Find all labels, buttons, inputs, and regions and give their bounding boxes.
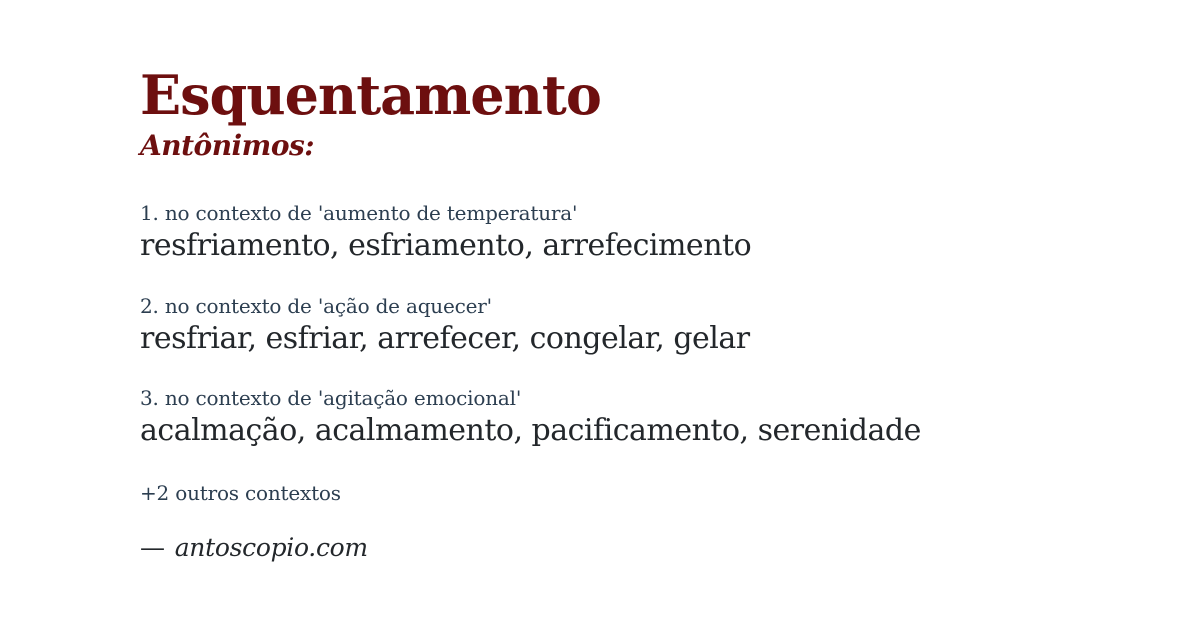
antonym-list: resfriamento, esfriamento, arrefecimento — [140, 228, 752, 263]
more-contexts-note: +2 outros contextos — [140, 480, 341, 505]
antonym-section — [140, 201, 1140, 265]
antonyms-subtitle: Antônimos: — [140, 129, 315, 162]
page-title: Esquentamento — [140, 63, 601, 127]
context-label: 2. no contexto de 'ação de aquecer' — [140, 293, 492, 318]
antonym-sections — [140, 201, 1140, 450]
em-dash: — — [140, 533, 165, 562]
context-label: 1. no contexto de 'aumento de temperatura' — [140, 201, 578, 225]
footer-attribution — [140, 533, 368, 562]
antonym-section — [140, 294, 1140, 358]
context-label: 3. no contexto de 'agitação emocional' — [140, 386, 522, 410]
antonym-section — [140, 386, 1140, 450]
antonym-list: resfriar, esfriar, arrefecer, congelar, gelar — [140, 320, 750, 356]
site-name: antoscopio.com — [174, 533, 368, 562]
antonym-list: acalmação, acalmamento, pacificamento, serenidade — [140, 413, 921, 448]
